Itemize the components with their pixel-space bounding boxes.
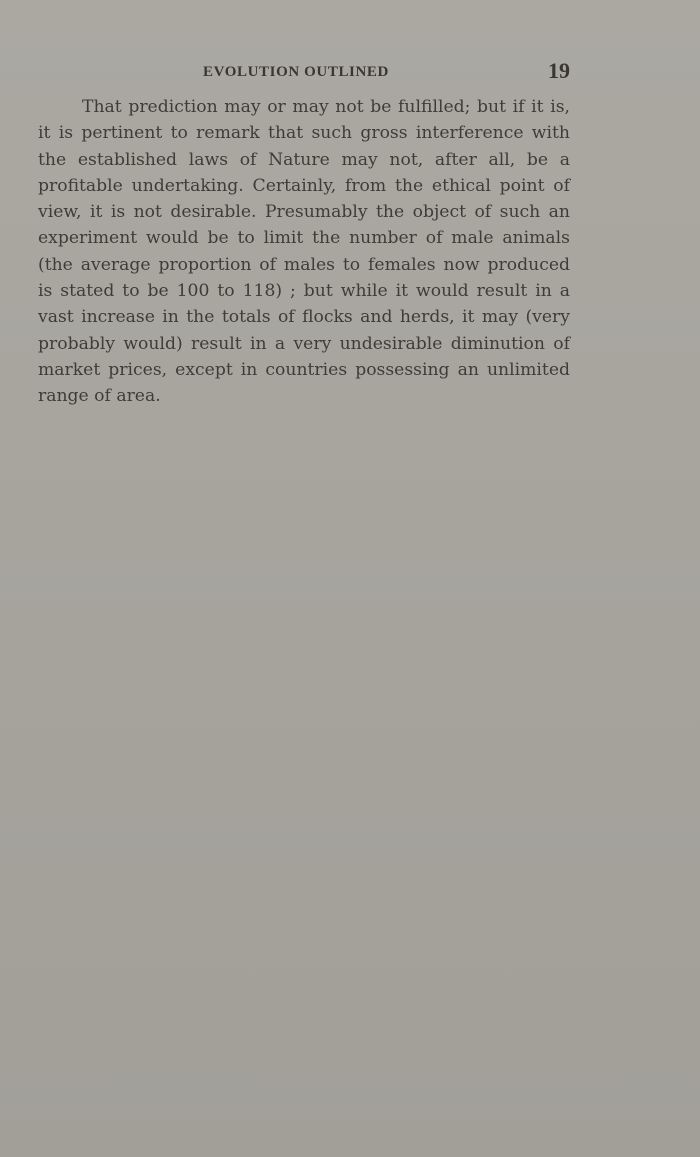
page-number: 19 xyxy=(548,58,570,83)
page-header xyxy=(38,58,570,88)
body-paragraph: That prediction may or may not be fulfilled; but if it is, it is pertinent to remark that such gross interference with the established laws of Nature may not, after all, be a profitable undertaking. Certainly, from the ethical point of view, it is not desirable. Presumably the object of such an experiment would be to limit the number of male animals (the average proportion of males to females now produced is stated to be 100 to 118) ; but while it would result in a vast increase in the totals of flocks and herds, it may (very probably would) result in a very undesirable diminution of market prices, except in countries possessing an unlimited range of area. xyxy=(38,97,570,407)
running-title: EVOLUTION OUTLINED xyxy=(203,64,389,80)
